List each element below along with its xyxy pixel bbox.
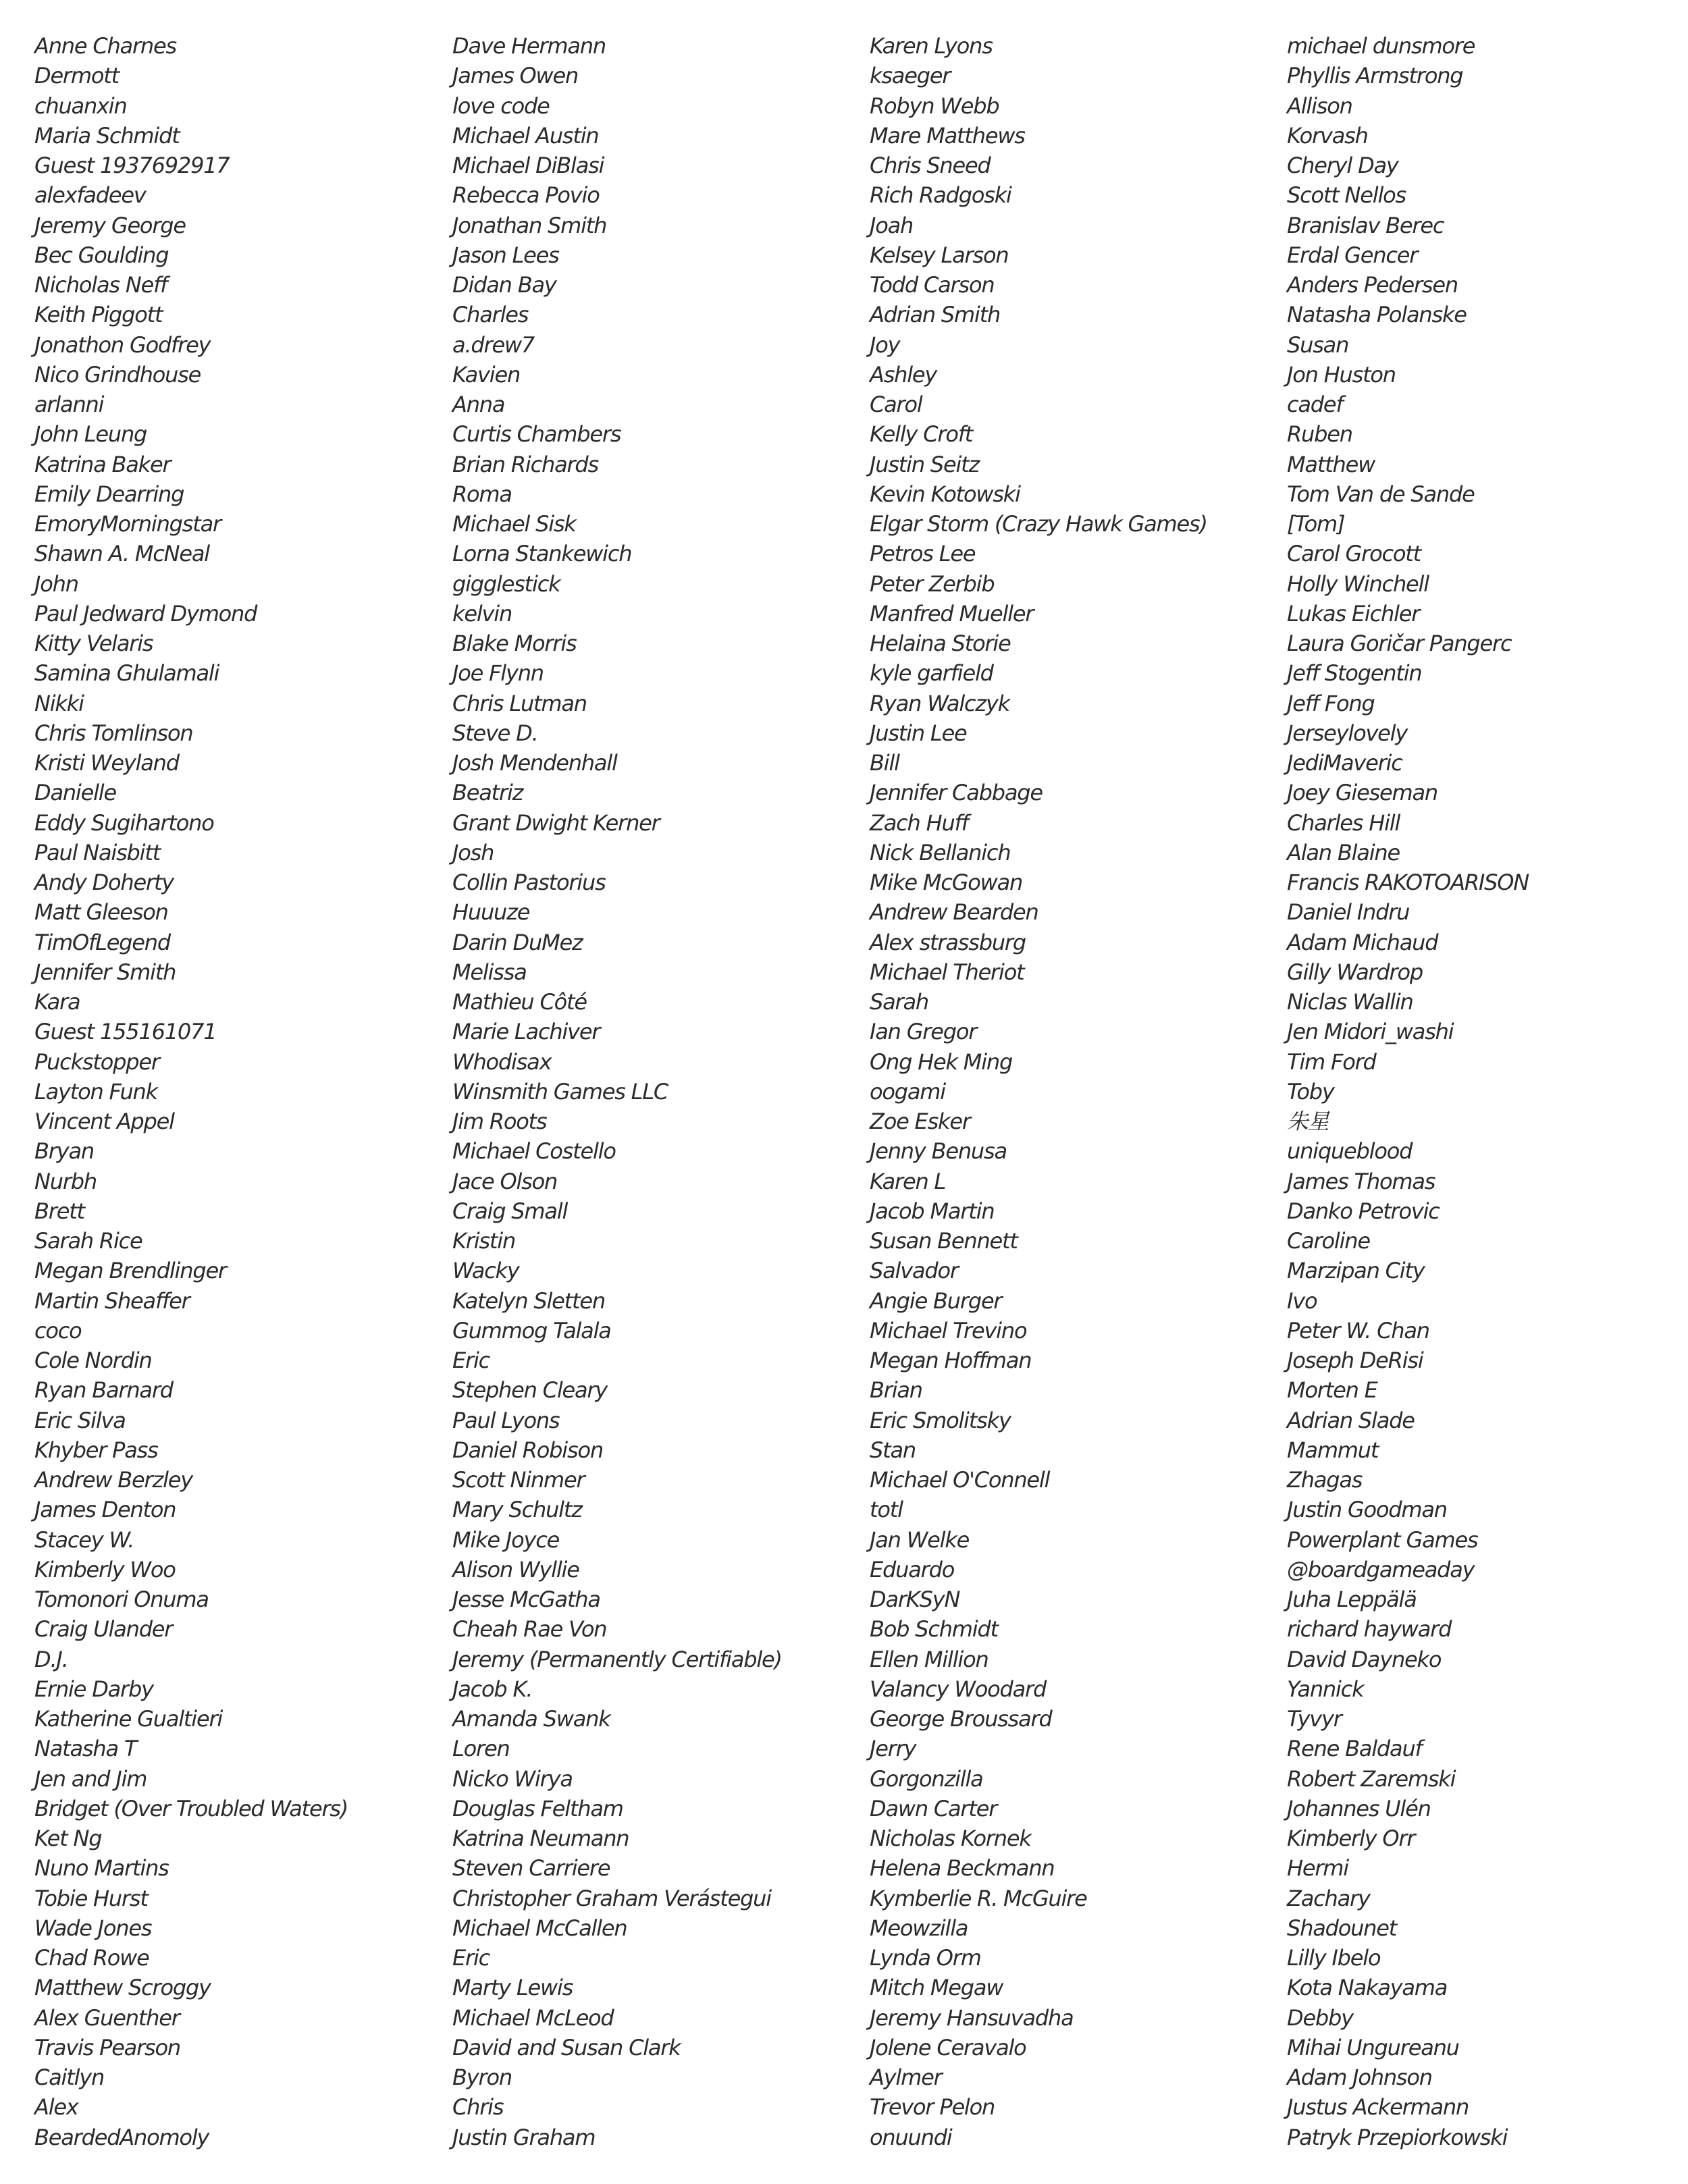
backer-name: Vincent Appel <box>34 1109 174 1134</box>
backer-name: Amanda Swank <box>452 1706 610 1732</box>
backer-name: Mammut <box>1287 1437 1379 1463</box>
backer-name: James Denton <box>34 1497 176 1523</box>
backer-name: Stacey W. <box>34 1526 134 1553</box>
backer-name: Tomonori Onuma <box>34 1587 209 1612</box>
backer-name: Laura Goričar Pangerc <box>1287 631 1512 656</box>
backer-name: Brian Richards <box>452 451 599 477</box>
backer-name: Joey Gieseman <box>1287 780 1438 806</box>
backer-name: Nicholas Kornek <box>870 1826 1031 1851</box>
backer-name: Robert Zaremski <box>1287 1765 1456 1792</box>
backer-name: Juha Leppälä <box>1287 1587 1417 1612</box>
backer-name: Adam Michaud <box>1287 929 1438 955</box>
backer-name: Steve D. <box>452 720 538 746</box>
backer-name: Ryan Walczyk <box>870 690 1010 716</box>
backer-name: Charles <box>452 302 529 328</box>
backer-name: kyle garfield <box>870 660 993 687</box>
backer-name: Caroline <box>1287 1228 1370 1254</box>
backer-name: cadef <box>1287 392 1343 417</box>
backer-name: Dave Hermann <box>452 33 606 59</box>
backer-name: Wacky <box>452 1258 519 1284</box>
backer-name: Johannes Ulén <box>1287 1795 1431 1821</box>
backer-name: Jesse McGatha <box>452 1587 600 1612</box>
backer-name: Jenny Benusa <box>870 1138 1007 1165</box>
backer-name: Kelly Croft <box>870 421 973 448</box>
backer-name: Karen Lyons <box>870 33 993 59</box>
backer-name: Alan Blaine <box>1287 839 1400 865</box>
backer-name: Toby <box>1287 1078 1334 1104</box>
backer-name: Matt Gleeson <box>34 899 168 926</box>
backer-name: Douglas Feltham <box>452 1795 623 1821</box>
backer-name: Byron <box>452 2065 512 2090</box>
backer-name: Brian <box>870 1377 922 1404</box>
backer-name: Eddy Sugihartono <box>34 809 214 836</box>
backer-name: Eric Smolitsky <box>870 1407 1011 1433</box>
backer-name: JediMaveric <box>1287 750 1402 776</box>
backer-name: Emily Dearring <box>34 481 184 507</box>
backer-name: Paul Lyons <box>452 1407 560 1433</box>
backer-name: Jennifer Smith <box>34 959 176 985</box>
backer-name: Jan Welke <box>870 1526 970 1553</box>
backer-name: Brett <box>34 1198 84 1224</box>
backer-name: Todd Carson <box>870 272 995 298</box>
backer-name: Ernie Darby <box>34 1676 153 1702</box>
backer-name: Debby <box>1287 2004 1353 2031</box>
backer-name: totl <box>870 1497 903 1523</box>
backer-name: Rene Baldauf <box>1287 1736 1422 1762</box>
backer-name: Michael DiBlasi <box>452 153 604 178</box>
backer-name: Chris <box>452 2094 504 2121</box>
backer-name: David and Susan Clark <box>452 2034 681 2060</box>
backer-name: Katrina Neumann <box>452 1826 629 1851</box>
backer-name: Sarah Rice <box>34 1228 142 1254</box>
names-column-1 <box>34 31 348 2152</box>
backer-name: Holly Winchell <box>1287 570 1429 597</box>
backer-name: Cheah Rae Von <box>452 1616 607 1643</box>
backer-name: Kavien <box>452 361 521 388</box>
backer-name: Megan Hoffman <box>870 1348 1032 1373</box>
backer-name: Grant Dwight Kerner <box>452 809 660 836</box>
backer-name: alexfadeev <box>34 182 146 209</box>
backer-name: Matthew <box>1287 451 1375 477</box>
backer-name: gigglestick <box>452 570 560 597</box>
backer-name: George Broussard <box>870 1706 1052 1732</box>
backer-name: [Tom] <box>1287 511 1345 537</box>
backer-name: Kristi Weyland <box>34 750 179 776</box>
backer-name: Nuno Martins <box>34 1855 169 1882</box>
backer-name: Manfred Mueller <box>870 600 1034 627</box>
backer-name: Guest 155161071 <box>34 1019 217 1045</box>
backer-name: Anna <box>452 392 505 417</box>
backer-name: Puckstopper <box>34 1048 159 1075</box>
backer-name: Chris Lutman <box>452 690 587 716</box>
backer-name: DarKSyN <box>870 1587 960 1612</box>
backer-name: Justin Lee <box>870 720 967 746</box>
backer-name: Lilly Ibelo <box>1287 1945 1381 1971</box>
backer-name: love code <box>452 92 550 119</box>
backer-name: Robyn Webb <box>870 92 999 119</box>
backer-name: Michael O'Connell <box>870 1467 1050 1493</box>
backer-name: Powerplant Games <box>1287 1526 1478 1553</box>
backer-name: Jonathon Godfrey <box>34 331 211 358</box>
backer-name: Allison <box>1287 92 1352 119</box>
backer-name: Scott Ninmer <box>452 1467 585 1493</box>
backer-name: Craig Ulander <box>34 1616 173 1643</box>
backer-name: Marty Lewis <box>452 1975 573 2001</box>
backer-name: Josh Mendenhall <box>452 750 617 776</box>
backer-name: Helaina Storie <box>870 631 1011 656</box>
backer-name: Joy <box>870 331 900 358</box>
backer-name: Angie Burger <box>870 1287 1002 1314</box>
backer-name: Didan Bay <box>452 272 556 298</box>
backer-name: Guest 1937692917 <box>34 153 230 178</box>
backer-name: Wade Jones <box>34 1915 152 1941</box>
backer-name: oogami <box>870 1078 945 1104</box>
backer-name: Zhagas <box>1287 1467 1363 1493</box>
backer-name: Niclas Wallin <box>1287 989 1413 1015</box>
backer-name: Michael Theriot <box>870 959 1024 985</box>
backer-name: Tim Ford <box>1287 1048 1376 1075</box>
backer-name: Stan <box>870 1437 916 1463</box>
backer-name: Natasha Polanske <box>1287 302 1467 328</box>
backer-name: Ket Ng <box>34 1826 102 1851</box>
backer-name: Caitlyn <box>34 2065 105 2090</box>
backer-name: Alex <box>34 2094 78 2121</box>
backer-name: Alison Wyllie <box>452 1556 579 1582</box>
backer-name: Eric <box>452 1945 490 1971</box>
backer-name: Hermi <box>1287 1855 1348 1882</box>
backer-name: Lynda Orm <box>870 1945 981 1971</box>
backer-name: David Dayneko <box>1287 1646 1442 1672</box>
backer-name: Bridget (Over Troubled Waters) <box>34 1795 348 1821</box>
backer-name: Jacob Martin <box>870 1198 995 1224</box>
backer-name: Mike Joyce <box>452 1526 560 1553</box>
backer-name: Jason Lees <box>452 242 559 268</box>
backer-name: Darin DuMez <box>452 929 583 955</box>
backer-name: Megan Brendlinger <box>34 1258 226 1284</box>
backer-name: Michael Austin <box>452 122 599 149</box>
backer-name: Chris Tomlinson <box>34 720 193 746</box>
backer-name: Anne Charnes <box>34 33 176 59</box>
backer-name: Jon Huston <box>1287 361 1396 388</box>
backer-name: Collin Pastorius <box>452 870 606 895</box>
backer-name: Rich Radgoski <box>870 182 1011 209</box>
backer-name: Nikki <box>34 690 84 716</box>
backer-name: Travis Pearson <box>34 2034 180 2060</box>
backer-name: Cole Nordin <box>34 1348 152 1373</box>
backer-name: Stephen Cleary <box>452 1377 608 1404</box>
backer-name: Patryk Przepiorkowski <box>1287 2124 1508 2150</box>
backer-name: Danielle <box>34 780 116 806</box>
backer-name: Mare Matthews <box>870 122 1025 149</box>
backer-name: John <box>34 570 78 597</box>
backer-name: Katrina Baker <box>34 451 171 477</box>
backer-name: Jeremy George <box>34 212 186 238</box>
backer-name: Nicko Wirya <box>452 1765 573 1792</box>
backer-name: John Leung <box>34 421 147 448</box>
backer-name: Matthew Scroggy <box>34 1975 211 2001</box>
backer-name: Jolene Ceravalo <box>870 2034 1026 2060</box>
backer-name: Bob Schmidt <box>870 1616 998 1643</box>
backer-name: coco <box>34 1317 82 1343</box>
backer-name: Mathieu Côté <box>452 989 587 1015</box>
backer-name: Bec Goulding <box>34 242 169 268</box>
backer-name: Salvador <box>870 1258 958 1284</box>
backer-name: Jerry <box>870 1736 916 1762</box>
backer-name: Kota Nakayama <box>1287 1975 1448 2001</box>
backer-name: Beatriz <box>452 780 523 806</box>
backer-name: Zachary <box>1287 1885 1370 1911</box>
backer-name: Tom Van de Sande <box>1287 481 1475 507</box>
backer-name: Jerseylovely <box>1287 720 1408 746</box>
backer-name: Nick Bellanich <box>870 839 1011 865</box>
backer-name: Ashley <box>870 361 937 388</box>
backer-name: Marzipan City <box>1287 1258 1425 1284</box>
backer-name: Sarah <box>870 989 928 1015</box>
backer-name: Josh <box>452 839 494 865</box>
backer-name: kelvin <box>452 600 512 627</box>
backer-name: Shawn A. McNeal <box>34 541 209 567</box>
backer-name: Andy Doherty <box>34 870 174 895</box>
backer-name: Elgar Storm (Crazy Hawk Games) <box>870 511 1207 537</box>
backer-name: Gilly Wardrop <box>1287 959 1423 985</box>
backer-name: Zach Huff <box>870 809 968 836</box>
backer-name: Ivo <box>1287 1287 1317 1314</box>
backer-name: Jeremy (Permanently Certifiable) <box>452 1646 782 1672</box>
backer-name: James Thomas <box>1287 1168 1435 1194</box>
backer-name: Kitty Velaris <box>34 631 153 656</box>
backer-name: Kimberly Orr <box>1287 1826 1415 1851</box>
backer-name: Curtis Chambers <box>452 421 621 448</box>
backer-name: Cheryl Day <box>1287 153 1398 178</box>
backer-name: michael dunsmore <box>1287 33 1475 59</box>
backer-name: Katelyn Sletten <box>452 1287 605 1314</box>
backer-name: Phyllis Armstrong <box>1287 63 1463 89</box>
backer-name: Morten E <box>1287 1377 1377 1404</box>
backer-name: Christopher Graham Verástegui <box>452 1885 771 1911</box>
backer-name: Justin Seitz <box>870 451 980 477</box>
backer-name: Ong Hek Ming <box>870 1048 1013 1075</box>
backer-name: Korvash <box>1287 122 1368 149</box>
backer-name: Loren <box>452 1736 510 1762</box>
backer-name: Mike McGowan <box>870 870 1023 895</box>
backer-name: Michael Sisk <box>452 511 576 537</box>
backer-name: Branislav Berec <box>1287 212 1444 238</box>
backer-name: Martin Sheaffer <box>34 1287 190 1314</box>
backer-name: Craig Small <box>452 1198 568 1224</box>
backer-name: Danko Petrovic <box>1287 1198 1440 1224</box>
backer-name: Mary Schultz <box>452 1497 582 1523</box>
names-column-4 <box>1287 31 1529 2152</box>
backer-name: James Owen <box>452 63 579 89</box>
backer-name: Marie Lachiver <box>452 1019 600 1045</box>
backer-name: Eduardo <box>870 1556 955 1582</box>
backer-name: Alex Guenther <box>34 2004 180 2031</box>
backer-name: Kimberly Woo <box>34 1556 176 1582</box>
backer-name: Lukas Eichler <box>1287 600 1420 627</box>
names-column-2 <box>452 31 782 2152</box>
backer-name: Trevor Pelon <box>870 2094 995 2121</box>
backer-name: Huuuze <box>452 899 530 926</box>
backer-name: Daniel Robison <box>452 1437 603 1463</box>
backer-name: Mihai Ungureanu <box>1287 2034 1459 2060</box>
backer-name: Ruben <box>1287 421 1352 448</box>
backer-name: Justus Ackermann <box>1287 2094 1469 2121</box>
backer-name: Petros Lee <box>870 541 976 567</box>
backer-name: a.drew7 <box>452 331 535 358</box>
backer-name: Jen Midori_washi <box>1287 1019 1454 1045</box>
backer-name: Aylmer <box>870 2065 942 2090</box>
backer-name: Kevin Kotowski <box>870 481 1020 507</box>
backer-name: Jeff Stogentin <box>1287 660 1422 687</box>
backer-name: Jonathan Smith <box>452 212 607 238</box>
backer-name: Maria Schmidt <box>34 122 180 149</box>
backer-name: Rebecca Povio <box>452 182 600 209</box>
backer-name: Adrian Smith <box>870 302 1001 328</box>
backer-name: Lorna Stankewich <box>452 541 632 567</box>
backer-name: Melissa <box>452 959 527 985</box>
backer-name: Nico Grindhouse <box>34 361 201 388</box>
backer-name: Susan Bennett <box>870 1228 1018 1254</box>
backer-name: Eric <box>452 1348 490 1373</box>
backer-name: Meowzilla <box>870 1915 968 1941</box>
backer-name: Yannick <box>1287 1676 1364 1702</box>
backer-name: Francis RAKOTOARISON <box>1287 870 1529 895</box>
backer-name: Ellen Million <box>870 1646 988 1672</box>
backer-name: Tobie Hurst <box>34 1885 148 1911</box>
backer-name: Dawn Carter <box>870 1795 997 1821</box>
backer-name: Kristin <box>452 1228 516 1254</box>
backer-name: Adrian Slade <box>1287 1407 1415 1433</box>
backer-name: Ian Gregor <box>870 1019 977 1045</box>
backer-name: Paul Naisbitt <box>34 839 161 865</box>
backer-name: Justin Goodman <box>1287 1497 1447 1523</box>
backer-name: Helena Beckmann <box>870 1855 1055 1882</box>
backer-name: BeardedAnomoly <box>34 2124 209 2150</box>
backer-name: Nurbh <box>34 1168 97 1194</box>
backer-name: richard hayward <box>1287 1616 1452 1643</box>
backer-name: Kymberlie R. McGuire <box>870 1885 1087 1911</box>
backer-name: TimOfLegend <box>34 929 170 955</box>
backer-name: Anders Pedersen <box>1287 272 1458 298</box>
backer-name: Kara <box>34 989 80 1015</box>
backer-name: Michael Costello <box>452 1138 616 1165</box>
backer-name: Ryan Barnard <box>34 1377 173 1404</box>
backer-name: Daniel Indru <box>1287 899 1410 926</box>
backer-name: Jeff Fong <box>1287 690 1375 716</box>
backer-name: Kelsey Larson <box>870 242 1009 268</box>
backer-name: Nicholas Neff <box>34 272 167 298</box>
backer-name: Peter W. Chan <box>1287 1317 1429 1343</box>
backer-name: Joe Flynn <box>452 660 544 687</box>
backer-name: Chad Rowe <box>34 1945 149 1971</box>
backer-name: Steven Carriere <box>452 1855 610 1882</box>
backer-name: uniqueblood <box>1287 1138 1413 1165</box>
backer-name: Jace Olson <box>452 1168 558 1194</box>
backer-name: Katherine Gualtieri <box>34 1706 223 1732</box>
backer-name: Shadounet <box>1287 1915 1397 1941</box>
backer-name: Peter Zerbib <box>870 570 995 597</box>
backer-name: Joseph DeRisi <box>1287 1348 1423 1373</box>
backer-name: Alex strassburg <box>870 929 1026 955</box>
backer-name: Andrew Berzley <box>34 1467 192 1493</box>
backer-name: Scott Nellos <box>1287 182 1406 209</box>
backer-name: D.J. <box>34 1646 68 1672</box>
backer-name: arlanni <box>34 392 104 417</box>
backer-name: Chris Sneed <box>870 153 991 178</box>
backer-name: Jacob K. <box>452 1676 533 1702</box>
backer-name: Keith Piggott <box>34 302 163 328</box>
backer-name: Tyvyr <box>1287 1706 1342 1732</box>
backer-name: Carol Grocott <box>1287 541 1421 567</box>
backer-name: Mitch Megaw <box>870 1975 1003 2001</box>
backer-name: Michael Trevino <box>870 1317 1027 1343</box>
backer-name: Justin Graham <box>452 2124 596 2150</box>
backer-name: ksaeger <box>870 63 951 89</box>
backer-name: chuanxin <box>34 92 127 119</box>
backer-name: Charles Hill <box>1287 809 1400 836</box>
backer-name: Adam Johnson <box>1287 2065 1432 2090</box>
backer-name: Gorgonzilla <box>870 1765 983 1792</box>
backer-name: Joah <box>870 212 914 238</box>
backer-name: Dermott <box>34 63 119 89</box>
backer-name: 朱星 <box>1287 1109 1329 1134</box>
backer-name: Khyber Pass <box>34 1437 158 1463</box>
backer-name: Whodisax <box>452 1048 552 1075</box>
backer-name: Andrew Bearden <box>870 899 1038 926</box>
backer-name: Eric Silva <box>34 1407 126 1433</box>
backer-name: Natasha T <box>34 1736 137 1762</box>
backer-name: EmoryMorningstar <box>34 511 221 537</box>
backer-name: Paul Jedward Dymond <box>34 600 257 627</box>
backer-name: Jennifer Cabbage <box>870 780 1043 806</box>
backer-name: @boardgameaday <box>1287 1556 1475 1582</box>
backer-name: Gummog Talala <box>452 1317 611 1343</box>
backer-name: Erdal Gencer <box>1287 242 1418 268</box>
backer-name: Bryan <box>34 1138 94 1165</box>
backer-name: Samina Ghulamali <box>34 660 219 687</box>
backer-name: onuundi <box>870 2124 952 2150</box>
backer-name: Winsmith Games LLC <box>452 1078 668 1104</box>
backer-name: Susan <box>1287 331 1349 358</box>
backer-name: Valancy Woodard <box>870 1676 1047 1702</box>
backer-name: Carol <box>870 392 922 417</box>
backer-name: Zoe Esker <box>870 1109 970 1134</box>
backer-name: Michael McCallen <box>452 1915 627 1941</box>
backer-name: Layton Funk <box>34 1078 157 1104</box>
names-column-3 <box>870 31 1207 2152</box>
backer-name: Michael McLeod <box>452 2004 614 2031</box>
backer-name: Bill <box>870 750 899 776</box>
backer-name: Blake Morris <box>452 631 577 656</box>
backer-name: Jen and Jim <box>34 1765 147 1792</box>
backer-name: Roma <box>452 481 512 507</box>
backer-name: Jim Roots <box>452 1109 547 1134</box>
backer-name: Karen L <box>870 1168 946 1194</box>
backer-name: Jeremy Hansuvadha <box>870 2004 1074 2031</box>
